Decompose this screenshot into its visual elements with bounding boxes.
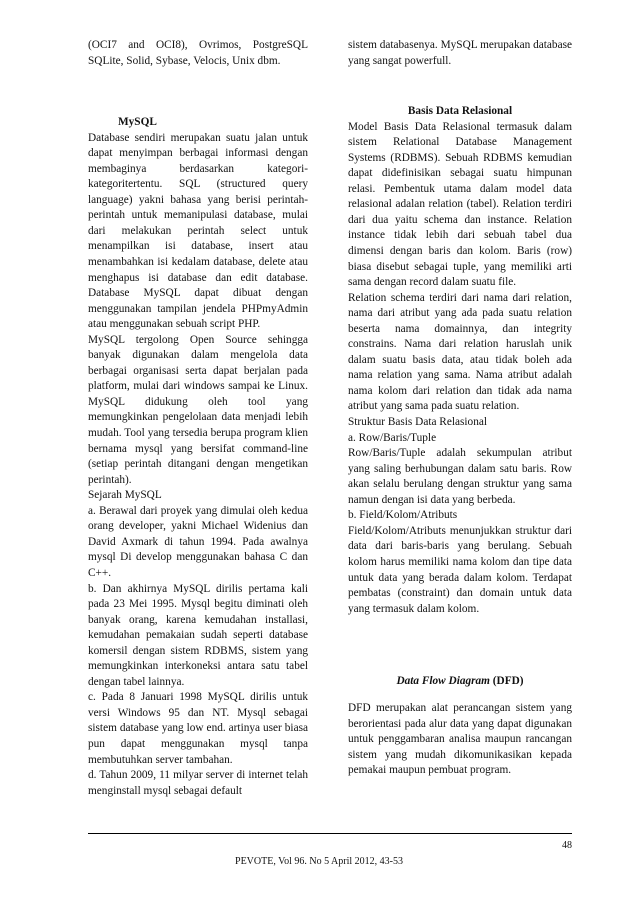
dfd-heading [348, 674, 572, 690]
body-paragraph: DFD merupakan alat perancangan sistem yang berorientasi pada alur data yang dapat digunakan untuk penggambaran analisa maupun rancangan sistem yang mudah dikomunikasikan kepada pemakai maupun pembuat program. [348, 702, 572, 777]
body-paragraph: Relation schema terdiri dari nama dari relation, nama dari atribut yang ada pada suatu relation beserta nama domainnya, dan integrity constrains. Nama dari relation haruslah unik dalam suatu basis data, atau tidak boleh ada nama relation yang sama. Nama atribut adalah nama kolom dari relation dan tidak ada nama atribut yang sama pada suatu relation. [348, 291, 572, 413]
list-item: c. Pada 8 Januari 1998 MySQL dirilis untuk versi Windows 95 dan NT. Mysql sebagai sistem database yang low end. artinya user biasa pun dapat menggunakan mysql tanpa membutuhkan server tambahan. [88, 691, 308, 766]
relational-heading: Basis Data Relasional [407, 105, 513, 118]
subheading-sejarah: Sejarah MySQL [88, 489, 162, 502]
list-item: a. Row/Baris/Tuple [348, 431, 437, 444]
intro-paragraph: (OCI7 and OCI8), Ovrimos, PostgreSQL SQLite, Solid, Sybase, Velocis, Unix dbm. [88, 39, 308, 67]
intro-paragraph: sistem databasenya. MySQL merupakan database yang sangat powerfull. [348, 39, 572, 67]
subheading-struktur: Struktur Basis Data Relasional [348, 416, 487, 429]
body-paragraph: Model Basis Data Relasional termasuk dalam sistem Relational Database Management Systems (RDBMS). Sebuah RDBMS kemudian dapat didefinisikan sebagai suatu himpunan relasi. Pembentuk utama dalam model data relasional adalan relation (tabel). Relation terdiri dari dua yaitu schema dan instance. Relation instance tidak lebih dari sebuah tabel dua dimensi dengan baris dan kolom. Baris (row) biasa disebut sebagai tuple, yang memiliki arti sama dengan record dalam suatu file. [348, 120, 572, 289]
dfd-heading-italic: Data Flow Diagram [396, 675, 490, 688]
left-column [88, 38, 308, 799]
body-paragraph: Row/Baris/Tuple adalah sekumpulan atribut yang saling berhubungan dalam satu baris. Row akan selalu berulang dengan struktur yang sama namun dengan isi data yang berbeda. [348, 447, 572, 506]
list-item: b. Field/Kolom/Atributs [348, 509, 458, 522]
mysql-heading: MySQL [118, 116, 157, 129]
list-item: b. Dan akhirnya MySQL dirilis pertama kali pada 23 Mei 1995. Mysql begitu diminati oleh banyak orang, karena kemudahan installasi, kemudahan pemakaian sudah seperti database komersil dengan sistem RDBMS, sistem yang memungkinkan interkoneksi antara satu tabel dengan tabel lainnya. [88, 582, 308, 688]
list-item: d. Tahun 2009, 11 milyar server di internet telah menginstall mysql sebagai default [88, 769, 308, 797]
dfd-heading-abbr: (DFD) [492, 675, 524, 688]
body-paragraph: Database sendiri merupakan suatu jalan untuk dapat menyimpan berbagai informasi dengan membaginya berdasarkan kategori-kategoritertentu. SQL (structured query language) yakni bahasa yang berisi perintah-perintah untuk memanipulasi database, mulai dari melakukan perintah select untuk menampilkan isi database, insert atau menambahkan isi kedalam database, delete atau menghapus isi database dan edit database. Database MySQL dapat dibuat dengan menggunakan tampilan jendela PHPmyAdmin atau menggunakan sebuah script PHP. [88, 131, 308, 331]
running-footer: PEVOTE, Vol 96. No 5 April 2012, 43-53 [235, 856, 403, 867]
right-column [348, 38, 572, 779]
page-number: 48 [562, 840, 572, 851]
footer-rule [88, 833, 572, 834]
body-paragraph: MySQL tergolong Open Source sehingga banyak digunakan dalam mengelola data berbagai organisasi serta dapat berjalan pada platform, mulai dari windows sampai ke Linux. MySQL didukung oleh tool yang memungkinkan pengelolaan data menjadi lebih mudah. Tool yang tersedia berupa program klien bernama mysql yang bersifat command-line (setiap perintah ditangani dengan mengetikan perintah). [88, 333, 308, 486]
list-item: a. Berawal dari proyek yang dimulai oleh kedua orang developer, yakni Michael Widenius dan David Axmark di tahun 1994. Pada awalnya mysql Di develop menggunakan bahasa C dan C++. [88, 504, 308, 579]
body-paragraph: Field/Kolom/Atributs menunjukkan struktur dari data dari baris-baris yang berulang. Sebuah kolom harus memiliki nama kolom dan tipe data untuk data yang berada dalam kolom. Terdapat pembatas (constraint) dan domain untuk data yang termasuk dalam kolom. [348, 524, 572, 615]
